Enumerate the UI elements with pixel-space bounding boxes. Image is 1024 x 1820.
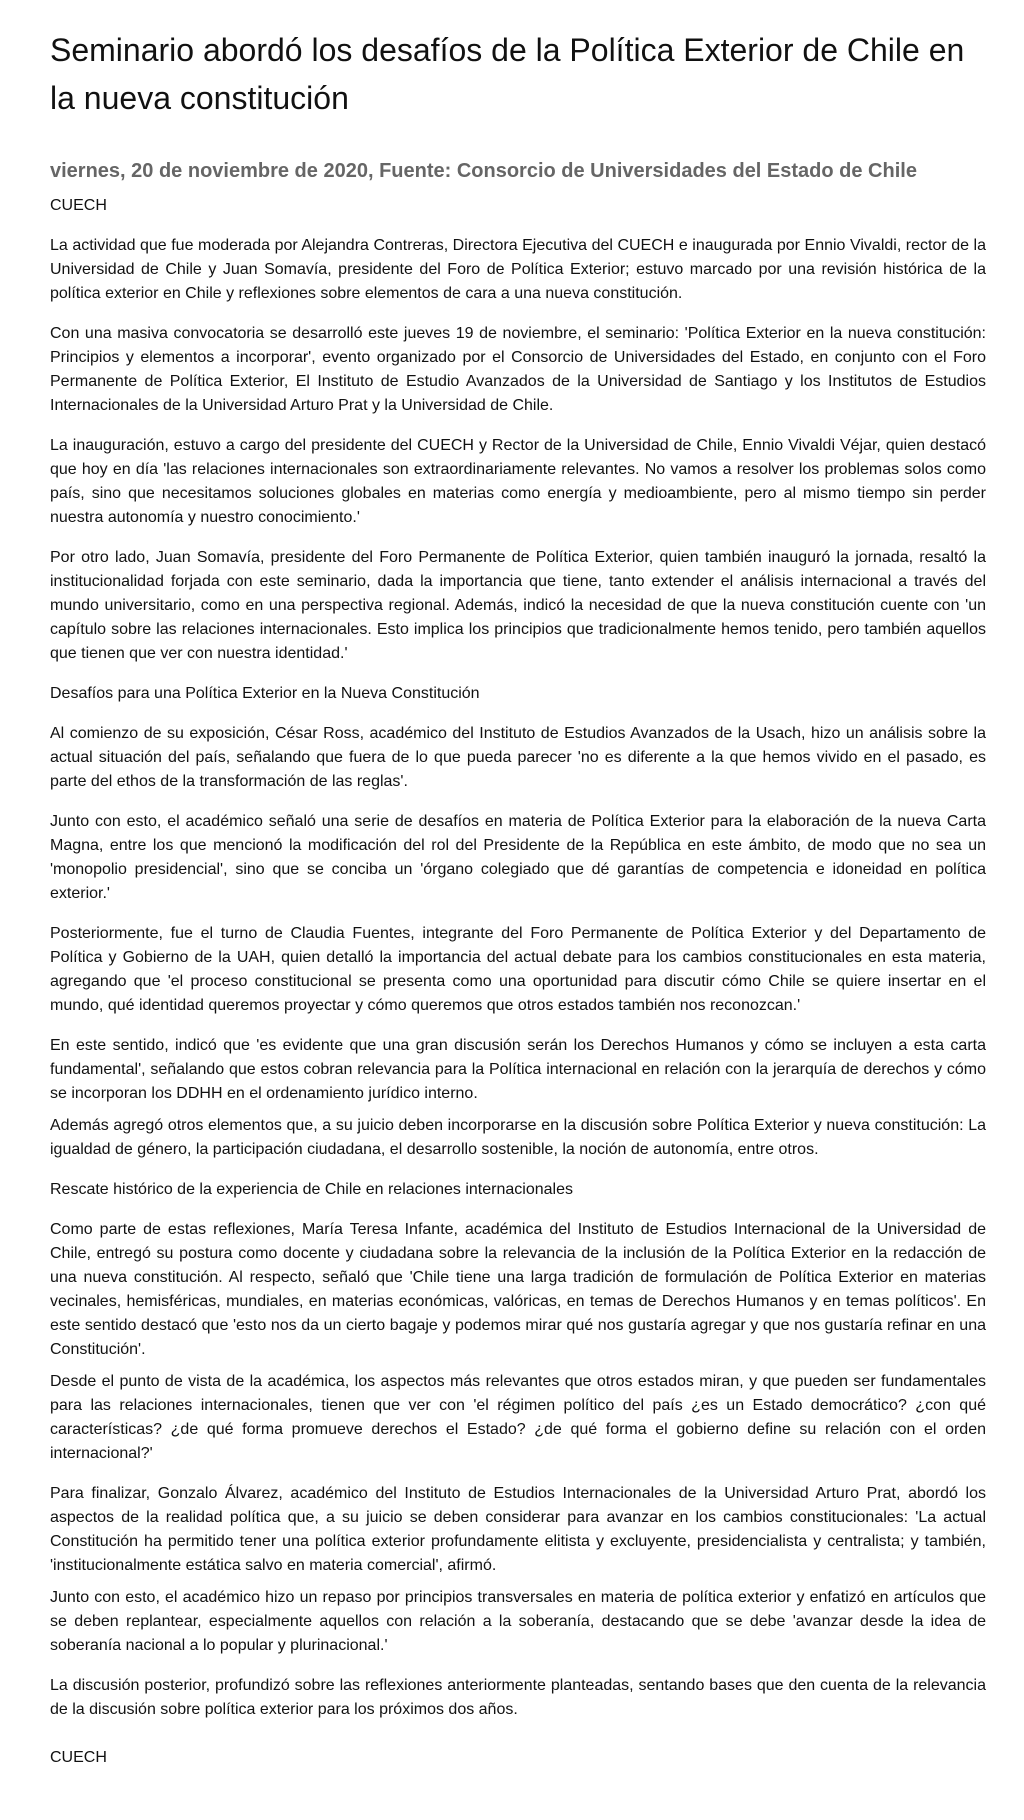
article-paragraph: Con una masiva convocatoria se desarrolló este jueves 19 de noviembre, el seminario: 'Política Exterior en la nueva constitución: Principios y elementos a incorporar', evento organizado por el Consorcio de Universidades del Estado, en conjunto con el Foro Permanente de Política Exterior, El Instituto de Estudio Avanzados de la Universidad de Santiago y los Institutos de Estudios Internacionales de la Universidad Arturo Prat y la Universidad de Chile. [50,325,986,414]
article-paragraph: Por otro lado, Juan Somavía, presidente del Foro Permanente de Política Exterior, quien también inauguró la jornada, resaltó la institucionalidad forjada con este seminario, dada la importancia que tiene, tanto extender el análisis internacional a través del mundo universitario, como en una perspectiva regional. Además, indicó la necesidad de que la nueva constitución cuente con 'un capítulo sobre las relaciones internacionales. Esto implica los principios que tradicionalmente hemos tenido, pero también aquellos que tienen que ver con nuestra identidad.' [50,549,986,662]
article-paragraph: Para finalizar, Gonzalo Álvarez, académico del Instituto de Estudios Internacionales de la Universidad Arturo Prat, abordó los aspectos de la realidad política que, a su juicio se deben considerar para avanzar en los cambios constitucionales: 'La actual Constitución ha permitido tener una política exterior profundamente elitista y excluyente, presidencialista y centralista; y también, 'institucionalmente estática salvo en materia comercial', afirmó. [50,1485,986,1574]
article-dateline: viernes, 20 de noviembre de 2020, Fuente: Consorcio de Universidades del Estado de Chile [50,160,917,182]
article-paragraph: La actividad que fue moderada por Alejandra Contreras, Directora Ejecutiva del CUECH e inaugurada por Ennio Vivaldi, rector de la Universidad de Chile y Juan Somavía, presidente del Foro de Política Exterior; estuvo marcado por una revisión histórica de la política exterior en Chile y reflexiones sobre elementos de cara a una nueva constitución. [50,237,986,302]
article-paragraph: La inauguración, estuvo a cargo del presidente del CUECH y Rector de la Universidad de Chile, Ennio Vivaldi Véjar, quien destacó que hoy en día 'las relaciones internacionales son extraordinariamente relevantes. No vamos a resolver los problemas solos como país, sino que necesitamos soluciones globales en materias como energía y medioambiente, pero al mismo tiempo sin perder nuestra autonomía y nuestro conocimiento.' [50,437,986,526]
article-source-bottom: CUECH [50,1749,107,1766]
article-paragraph: Como parte de estas reflexiones, María Teresa Infante, académica del Instituto de Estudios Internacional de la Universidad de Chile, entregó su postura como docente y ciudadana sobre la relevancia de la inclusión de la Política Exterior en la redacción de una nueva constitución. Al respecto, señaló que 'Chile tiene una larga tradición de formulación de Política Exterior en materias vecinales, hemisféricas, mundiales, en materias económicas, valóricas, en temas de Derechos Humanos y en temas políticos'. En este sentido destacó que 'esto nos da un cierto bagaje y podemos mirar qué nos gustaría agregar y que nos gustaría refinar en una Constitución'. [50,1221,986,1358]
article-paragraph: Además agregó otros elementos que, a su juicio deben incorporarse en la discusión sobre Política Exterior y nueva constitución: La igualdad de género, la participación ciudadana, el desarrollo sostenible, la noción de autonomía, entre otros. [50,1117,986,1158]
article-paragraph: Al comienzo de su exposición, César Ross, académico del Instituto de Estudios Avanzados de la Usach, hizo un análisis sobre la actual situación del país, señalando que fuera de lo que pueda parecer 'no es diferente a la que hemos vivido en el pasado, es parte del ethos de la transformación de las reglas'. [50,725,986,790]
article-paragraph: Posteriormente, fue el turno de Claudia Fuentes, integrante del Foro Permanente de Política Exterior y del Departamento de Política y Gobierno de la UAH, quien detalló la importancia del actual debate para los cambios constitucionales en esta materia, agregando que 'el proceso constitucional se presenta como una oportunidad para discutir cómo Chile se quiere insertar en el mundo, qué identidad queremos proyectar y cómo queremos que otros estados también nos reconozcan.' [50,925,986,1014]
article-title: Seminario abordó los desafíos de la Política Exterior de Chile en la nueva constitución [50,32,965,116]
article-source-top: CUECH [50,197,107,214]
article-paragraph: La discusión posterior, profundizó sobre las reflexiones anteriormente planteadas, sentando bases que den cuenta de la relevancia de la discusión sobre política exterior para los próximos dos años. [50,1677,986,1718]
article-paragraph: Desde el punto de vista de la académica, los aspectos más relevantes que otros estados miran, y que pueden ser fundamentales para las relaciones internacionales, tienen que ver con 'el régimen político del país ¿es un Estado democrático? ¿con qué características? ¿de qué forma promueve derechos el Estado? ¿de qué forma el gobierno define su relación con el orden internacional?' [50,1373,986,1462]
article [50,0,986,1770]
article-paragraph: Junto con esto, el académico hizo un repaso por principios transversales en materia de política exterior y enfatizó en artículos que se deben replantear, especialmente aquellos con relación a la soberanía, destacando que se debe 'avanzar desde la idea de soberanía nacional a lo popular y plurinacional.' [50,1589,986,1654]
article-subheading: Desafíos para una Política Exterior en la Nueva Constitución [50,685,480,702]
article-body [50,234,986,1722]
article-paragraph: Junto con esto, el académico señaló una serie de desafíos en materia de Política Exterior para la elaboración de la nueva Carta Magna, entre los que mencionó la modificación del rol del Presidente de la República en este ámbito, de modo que no sea un 'monopolio presidencial', sino que se conciba un 'órgano colegiado que dé garantías de competencia e idoneidad en política exterior.' [50,813,986,902]
article-subheading: Rescate histórico de la experiencia de Chile en relaciones internacionales [50,1181,573,1198]
article-paragraph: En este sentido, indicó que 'es evidente que una gran discusión serán los Derechos Humanos y cómo se incluyen a esta carta fundamental', señalando que estos cobran relevancia para la Política internacional en relación con la jerarquía de derechos y cómo se incorporan los DDHH en el ordenamiento jurídico interno. [50,1037,986,1102]
